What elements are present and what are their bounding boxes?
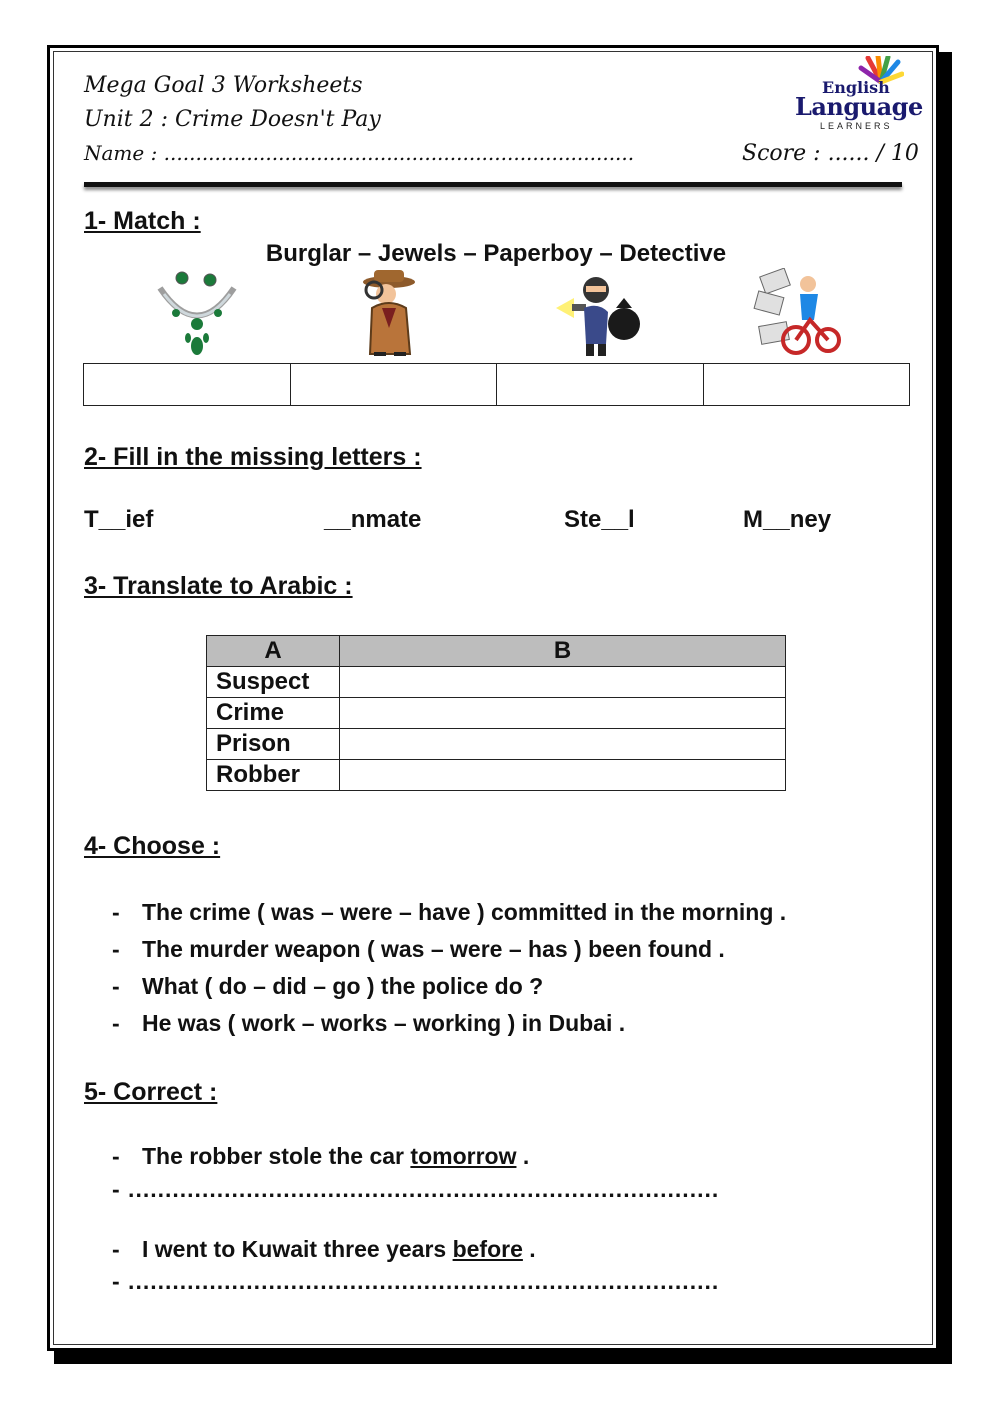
match-answer-cell[interactable]	[497, 364, 704, 406]
choose-item: - What ( do – did – go ) the police do ?	[112, 973, 544, 999]
table-row	[207, 667, 786, 698]
column-header-b: B	[340, 636, 786, 667]
english-language-learners-logo	[790, 56, 923, 131]
section-correct-heading: 5- Correct :	[84, 1078, 218, 1106]
column-header-a: A	[207, 636, 340, 667]
paperboy-icon	[752, 268, 842, 358]
translate-word: Crime	[207, 698, 340, 729]
translate-word: Prison	[207, 729, 340, 760]
choice-options[interactable]: ( do – did – go )	[204, 973, 375, 999]
table-row	[207, 698, 786, 729]
underlined-error: before	[452, 1236, 523, 1262]
match-answer-cell[interactable]	[703, 364, 910, 406]
table-row	[207, 760, 786, 791]
fill-word: M__ney	[743, 506, 832, 533]
answer-line[interactable]: - ................................................................................	[112, 1268, 720, 1294]
fill-word: Ste__l	[564, 506, 635, 533]
fill-word: T__ief	[84, 506, 154, 533]
match-answer-table	[83, 363, 910, 406]
answer-line[interactable]: - ................................................................................	[112, 1176, 720, 1202]
choose-item: - He was ( work – works – working ) in Dubai .	[112, 1010, 626, 1036]
logo-text-english: English	[822, 78, 890, 97]
burglar-icon	[554, 268, 644, 358]
section-choose-heading: 4- Choose :	[84, 832, 221, 860]
choice-options[interactable]: ( was – were – have )	[257, 899, 485, 925]
translate-word: Suspect	[207, 667, 340, 698]
table-row	[207, 729, 786, 760]
choose-item: - The murder weapon ( was – were – has ) been found .	[112, 936, 725, 962]
underlined-error: tomorrow	[410, 1143, 517, 1169]
section-fill-heading: 2- Fill in the missing letters :	[84, 443, 422, 471]
translate-answer-cell[interactable]	[340, 760, 786, 791]
translate-answer-cell[interactable]	[340, 698, 786, 729]
name-line: Name : ..........................................................................	[84, 141, 635, 165]
correct-item: - I went to Kuwait three years before .	[112, 1236, 536, 1262]
worksheet-title: Mega Goal 3 Worksheets	[84, 73, 363, 98]
choose-item: - The crime ( was – were – have ) committed in the morning .	[112, 899, 787, 925]
section-translate-heading: 3- Translate to Arabic :	[84, 572, 353, 600]
translate-word: Robber	[207, 760, 340, 791]
section-match-heading: 1- Match :	[84, 207, 201, 235]
choice-options[interactable]: ( work – works – working )	[227, 1010, 516, 1036]
match-answer-cell[interactable]	[84, 364, 291, 406]
detective-icon	[344, 268, 434, 358]
match-word-list: Burglar – Jewels – Paperboy – Detective	[265, 240, 727, 267]
translate-answer-cell[interactable]	[340, 667, 786, 698]
correct-item: - The robber stole the car tomorrow .	[112, 1143, 530, 1169]
fill-word: __nmate	[324, 506, 422, 533]
unit-title: Unit 2 : Crime Doesn't Pay	[84, 107, 381, 132]
header-divider	[84, 182, 902, 187]
score-field: Score : ...... / 10	[742, 141, 919, 166]
choice-options[interactable]: ( was – were – has )	[366, 936, 582, 962]
translate-table	[206, 635, 786, 791]
logo-text-learners: LEARNERS	[820, 121, 893, 131]
match-answer-cell[interactable]	[290, 364, 497, 406]
logo-text-language: Language	[795, 92, 923, 121]
translate-answer-cell[interactable]	[340, 729, 786, 760]
jewels-necklace-icon	[152, 268, 242, 358]
